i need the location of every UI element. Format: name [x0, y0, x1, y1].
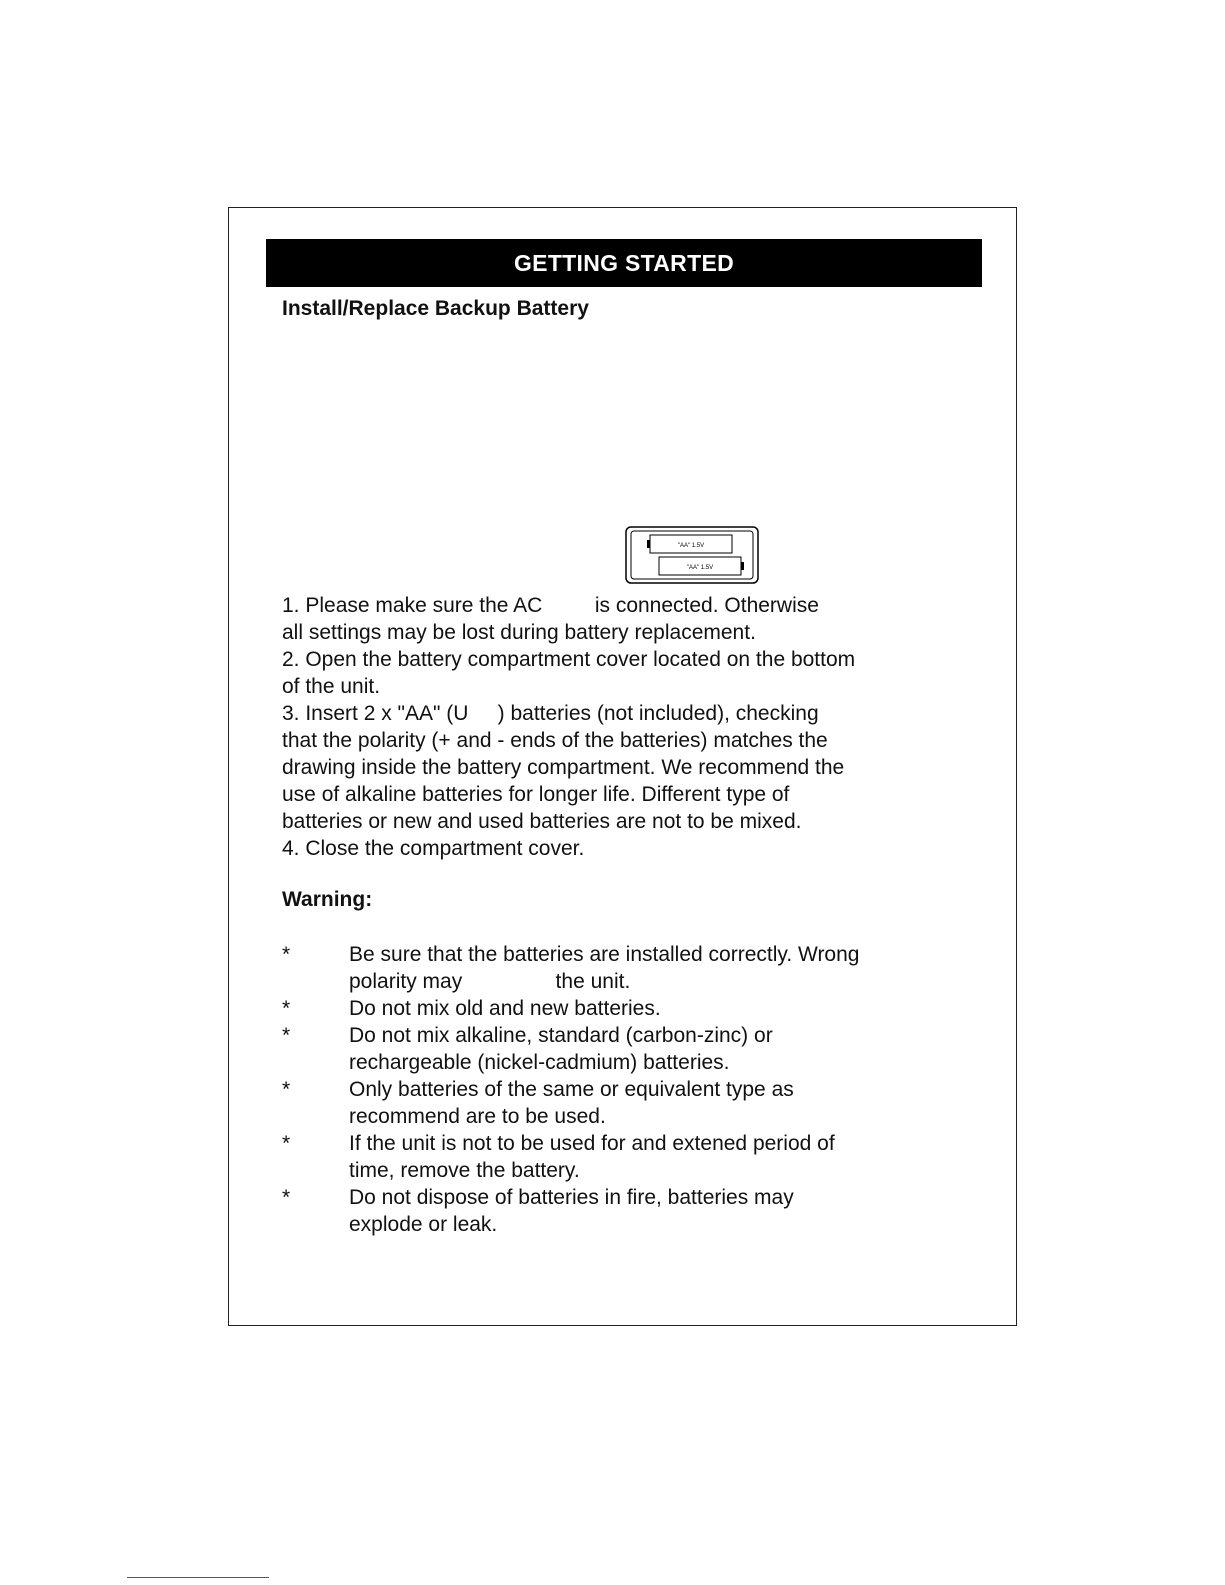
warning-list — [282, 941, 859, 1238]
step-line: use of alkaline batteries for longer life. Different type of — [282, 783, 790, 806]
bullet: * — [282, 1132, 291, 1155]
warning-line: Be sure that the batteries are installed correctly. Wrong — [349, 943, 860, 966]
warning-line: rechargeable (nickel-cadmium) batteries. — [349, 1051, 730, 1074]
section-title: Install/Replace Backup Battery — [282, 297, 589, 320]
warning-title: Warning: — [282, 888, 373, 911]
warning-item — [282, 941, 859, 995]
bullet: * — [282, 1024, 291, 1047]
warning-line: recommend are to be used. — [349, 1105, 606, 1128]
bullet: * — [282, 997, 291, 1020]
section-header — [266, 239, 982, 287]
step-line: 4. Close the compartment cover. — [282, 837, 585, 860]
page-frame — [228, 207, 1017, 1326]
bullet: * — [282, 943, 291, 966]
warning-item — [282, 1022, 859, 1076]
warning-line: If the unit is not to be used for and extened period of — [349, 1132, 835, 1155]
warning-line: polarity may the unit. — [349, 970, 631, 993]
warning-line: explode or leak. — [349, 1213, 498, 1236]
warning-item — [282, 1076, 859, 1130]
header-title: GETTING STARTED — [513, 249, 734, 276]
warning-line: time, remove the battery. — [349, 1159, 580, 1182]
step-line: 2. Open the battery compartment cover located on the bottom — [282, 648, 856, 671]
step-line: 3. Insert 2 x "AA" (U ) batteries (not included), checking — [282, 702, 819, 725]
bullet: * — [282, 1186, 291, 1209]
footer-underline — [127, 1577, 269, 1578]
warning-line: Do not mix old and new batteries. — [349, 997, 661, 1020]
step-line: that the polarity (+ and - ends of the batteries) matches the — [282, 729, 828, 752]
battery-1-label: "AA" 1.5V — [677, 543, 705, 549]
step-line: of the unit. — [282, 675, 381, 698]
warning-line: Do not mix alkaline, standard (carbon-zinc) or — [349, 1024, 773, 1047]
step-line: all settings may be lost during battery replacement. — [282, 621, 756, 644]
warning-line: Only batteries of the same or equivalent type as — [349, 1078, 794, 1101]
bullet: * — [282, 1078, 291, 1101]
warning-item — [282, 1184, 859, 1238]
battery-2-label: "AA" 1.5V — [686, 565, 714, 571]
warning-item — [282, 1130, 859, 1184]
warning-line: Do not dispose of batteries in fire, batteries may — [349, 1186, 794, 1209]
step-line: batteries or new and used batteries are not to be mixed. — [282, 810, 802, 833]
battery-2 — [659, 557, 744, 575]
installation-steps — [282, 592, 855, 862]
battery-1 — [647, 535, 732, 553]
battery-compartment-diagram — [625, 526, 759, 584]
warning-item — [282, 995, 859, 1022]
step-line: 1. Please make sure the AC is connected. Otherwise — [282, 594, 819, 617]
step-line: drawing inside the battery compartment. We recommend the — [282, 756, 845, 779]
